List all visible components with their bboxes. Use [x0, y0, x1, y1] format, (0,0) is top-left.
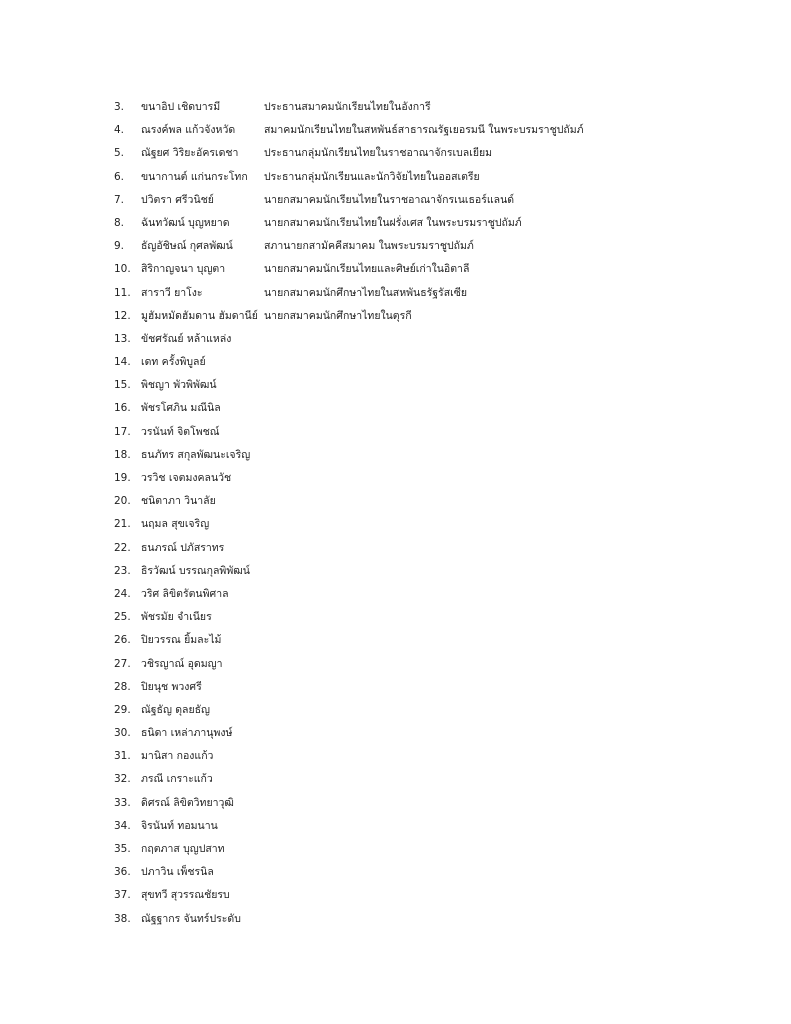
item-number: 25. — [114, 611, 131, 624]
item-number: 28. — [114, 680, 131, 693]
item-number: 34. — [114, 819, 131, 832]
person-role: นายกสมาคมนักเรียนไทยในฝรั่งเศส ในพระบรมราชูปถัมภ์ — [264, 216, 522, 229]
person-role: ประธานสมาคมนักเรียนไทยในอังการี — [264, 101, 431, 113]
person-role: สภานายกสามัคคีสมาคม ในพระบรมราชูปถัมภ์ — [264, 240, 474, 253]
item-number: 5. — [114, 147, 125, 160]
item-number: 20. — [114, 495, 131, 508]
person-name: วรวิช เจตมงคลนวัช — [141, 472, 232, 484]
person-name: ณัฐฐากร จันทร์ประดับ — [141, 912, 241, 925]
person-name: ธนภรณ์ ปภัสราทร — [141, 541, 225, 554]
person-name: วรนันท์ จิตโพชณ์ — [141, 425, 220, 438]
item-number: 9. — [114, 240, 125, 253]
item-number: 6. — [114, 170, 125, 183]
person-role: นายกสมาคมนักศึกษาไทยในสหพันธรัฐรัสเซีย — [264, 286, 467, 299]
person-name: ดิศรณ์ ลิขิตวิทยาวุฒิ — [141, 796, 234, 809]
person-name: ปิยวรรณ ยิ้มละไม้ — [141, 634, 222, 647]
person-name: ปวิตรา ศรีวนิชย์ — [141, 193, 214, 206]
person-name: ภรณี เกราะแก้ว — [141, 773, 213, 786]
item-number: 33. — [114, 796, 131, 809]
person-name: มานิสา กองแก้ว — [141, 750, 214, 763]
person-name: สิริกาญจนา บุญตา — [141, 263, 226, 276]
item-number: 23. — [114, 564, 131, 577]
item-number: 35. — [114, 843, 131, 855]
item-number: 12. — [114, 309, 131, 322]
item-number: 3. — [114, 101, 125, 113]
person-name: สุขทวี สุวรรณชัยรบ — [141, 889, 230, 902]
person-name: ณัฐยศ วิริยะอัครเดชา — [141, 147, 239, 160]
item-number: 36. — [114, 866, 131, 879]
item-number: 15. — [114, 379, 131, 392]
person-name: ธัญอัชิษณ์ กุศลพัฒน์ — [141, 240, 233, 253]
person-name: มูฮัมหมัดฮัมดาน ฮัมดานีย์ — [141, 309, 258, 322]
item-number: 30. — [114, 727, 131, 740]
person-name: สาราวี ยาโงะ — [141, 286, 203, 299]
item-number: 27. — [114, 657, 131, 670]
person-role: ประธานกลุ่มนักเรียนไทยในราชอาณาจักรเบลเยียม — [264, 147, 493, 160]
person-name: ขนากานต์ แก่นกระโทก — [141, 170, 248, 183]
person-role: นายกสมาคมนักเรียนไทยและศิษย์เก่าในอิตาลี — [264, 263, 470, 276]
item-number: 21. — [114, 518, 131, 531]
person-name: ขัชศรัณย์ หล้าแหล่ง — [141, 332, 232, 345]
person-name: กฤตภาส บุญปสาท — [141, 843, 225, 855]
item-number: 26. — [114, 634, 131, 647]
item-number: 29. — [114, 703, 131, 716]
person-name: ธนภัทร สกุลพัฒนะเจริญ — [141, 448, 251, 461]
person-name: จิรนันท์ ทอมนาน — [141, 819, 218, 832]
item-number: 7. — [114, 193, 125, 206]
person-role: ประธานกลุ่มนักเรียนและนักวิจัยไทยในออสเตรีย — [264, 170, 480, 183]
person-name: ปภาวิน เพ็ชรนิล — [141, 866, 214, 879]
person-name: พัชรมัย จำเนียร — [141, 611, 212, 624]
item-number: 8. — [114, 216, 125, 229]
person-role: นายกสมาคมนักศึกษาไทยในตุรกี — [264, 309, 412, 322]
item-number: 10. — [114, 263, 131, 276]
item-number: 38. — [114, 912, 131, 925]
person-name: พิชญา พัวพิพัฒน์ — [141, 379, 217, 392]
person-name: ชนิตาภา วินาลัย — [141, 495, 216, 508]
item-number: 4. — [114, 124, 125, 137]
person-name: วริศ ลิขิตรัตนพิศาล — [141, 587, 229, 600]
item-number: 17. — [114, 425, 131, 438]
item-number: 18. — [114, 448, 131, 461]
person-name: วชิรญาณ์ อุดมญา — [141, 657, 223, 670]
item-number: 37. — [114, 889, 131, 902]
person-role: สมาคมนักเรียนไทยในสหพันธ์สาธารณรัฐเยอรมนี ในพระบรมราชูปถัมภ์ — [264, 124, 584, 137]
person-name: ณัฐธัญ ดุลยธัญ — [141, 703, 210, 716]
item-number: 32. — [114, 773, 131, 786]
item-number: 31. — [114, 750, 131, 763]
person-name: นฤมล สุขเจริญ — [141, 518, 210, 531]
person-name: ณรงค์พล แก้วจังหวัด — [141, 124, 236, 137]
item-number: 16. — [114, 402, 131, 415]
item-number: 19. — [114, 472, 131, 484]
person-name: ธนิดา เหล่าภานุพงษ์ — [141, 727, 233, 740]
person-name: ธิรวัฒน์ บรรณกุลพิพัฒน์ — [141, 564, 250, 577]
person-role: นายกสมาคมนักเรียนไทยในราชอาณาจักรเนเธอร์แลนด์ — [264, 193, 515, 206]
item-number: 14. — [114, 356, 131, 369]
item-number: 11. — [114, 286, 131, 299]
person-name: ปิยนุช พวงศรี — [141, 680, 202, 693]
item-number: 13. — [114, 332, 131, 345]
person-name: เดท ครั้งพิบูลย์ — [141, 356, 206, 369]
person-name: พัชรโศภิน มณีนิล — [141, 402, 221, 415]
person-name: ฉันทวัฒน์ บุญหยาด — [141, 216, 230, 229]
item-number: 24. — [114, 587, 131, 600]
item-number: 22. — [114, 541, 131, 554]
person-name: ขนาอิป เชิดบารมี — [141, 101, 221, 113]
